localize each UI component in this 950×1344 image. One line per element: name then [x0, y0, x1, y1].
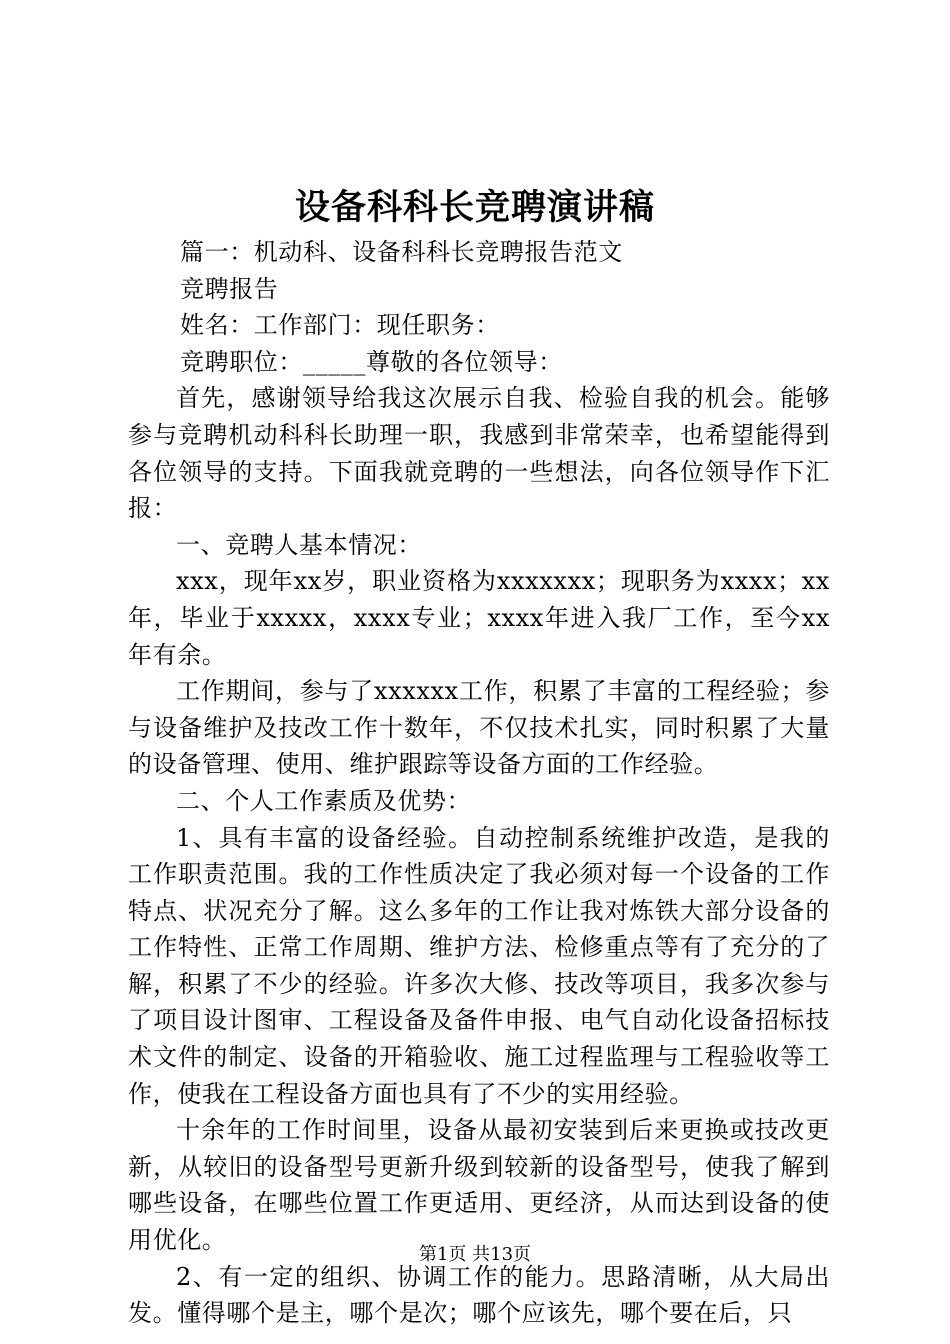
- paragraph-section-two: 二、个人工作素质及优势：: [176, 786, 472, 815]
- paragraph-ten-years: 十余年的工作时间里，设备从最初安装到后来更换或技改更新，从较旧的设备型号更新升级到较新的设备型号，使我了解到哪些设备，在哪些位置工作更适用、更经济，从而达到设备的使用优化。: [128, 1116, 830, 1255]
- paragraph-section-one: 一、竞聘人基本情况：: [176, 530, 422, 559]
- paragraph-applicant-info: 姓名：工作部门：现任职务：: [180, 311, 500, 340]
- paragraph-work-period: 工作期间，参与了xxxxxx工作，积累了丰富的工程经验；参与设备维护及技改工作十数年，不仅技术扎实，同时积累了大量的设备管理、使用、维护跟踪等设备方面的工作经验。: [128, 677, 830, 779]
- paragraph-heading: 篇一：机动科、设备科科长竞聘报告范文: [180, 238, 623, 266]
- document-body: [128, 234, 830, 1332]
- paragraph-subheading: 竞聘报告: [180, 274, 279, 303]
- paragraph-basic-info: xxx，现年xx岁，职业资格为xxxxxxx；现职务为xxxx；xx年，毕业于xxxxx，xxxx专业；xxxx年进入我厂工作，至今xx年有余。: [128, 567, 830, 669]
- paragraph-position-greeting: 竞聘职位：_____尊敬的各位领导：: [180, 347, 563, 376]
- document-title: 设备科科长竞聘演讲稿: [294, 187, 655, 228]
- paragraph-point-two: 2、有一定的组织、协调工作的能力。思路清晰，从大局出发。懂得哪个是主，哪个是次；哪个应该先，哪个要在后，只: [128, 1262, 830, 1328]
- page-footer: 第1页 共13页: [418, 1244, 532, 1265]
- paragraph-point-one: 1、具有丰富的设备经验。自动控制系统维护改造，是我的工作职责范围。我的工作性质决定了我必须对每一个设备的工作特点、状况充分了解。这么多年的工作让我对炼铁大部分设备的工作特性、正常工作周期、维护方法、检修重点等有了充分的了解，积累了不少的经验。许多次大修、技改等项目，我多次参与了项目设计图审、工程设备及备件申报、电气自动化设备招标技术文件的制定、设备的开箱验收、施工过程监理与工程验收等工作，使我在工程设备方面也具有了不少的实用经验。: [128, 823, 830, 1108]
- paragraph-intro: 首先，感谢领导给我这次展示自我、检验自我的机会。能够参与竞聘机动科科长助理一职，我感到非常荣幸，也希望能得到各位领导的支持。下面我就竞聘的一些想法，向各位领导作下汇报：: [128, 384, 830, 523]
